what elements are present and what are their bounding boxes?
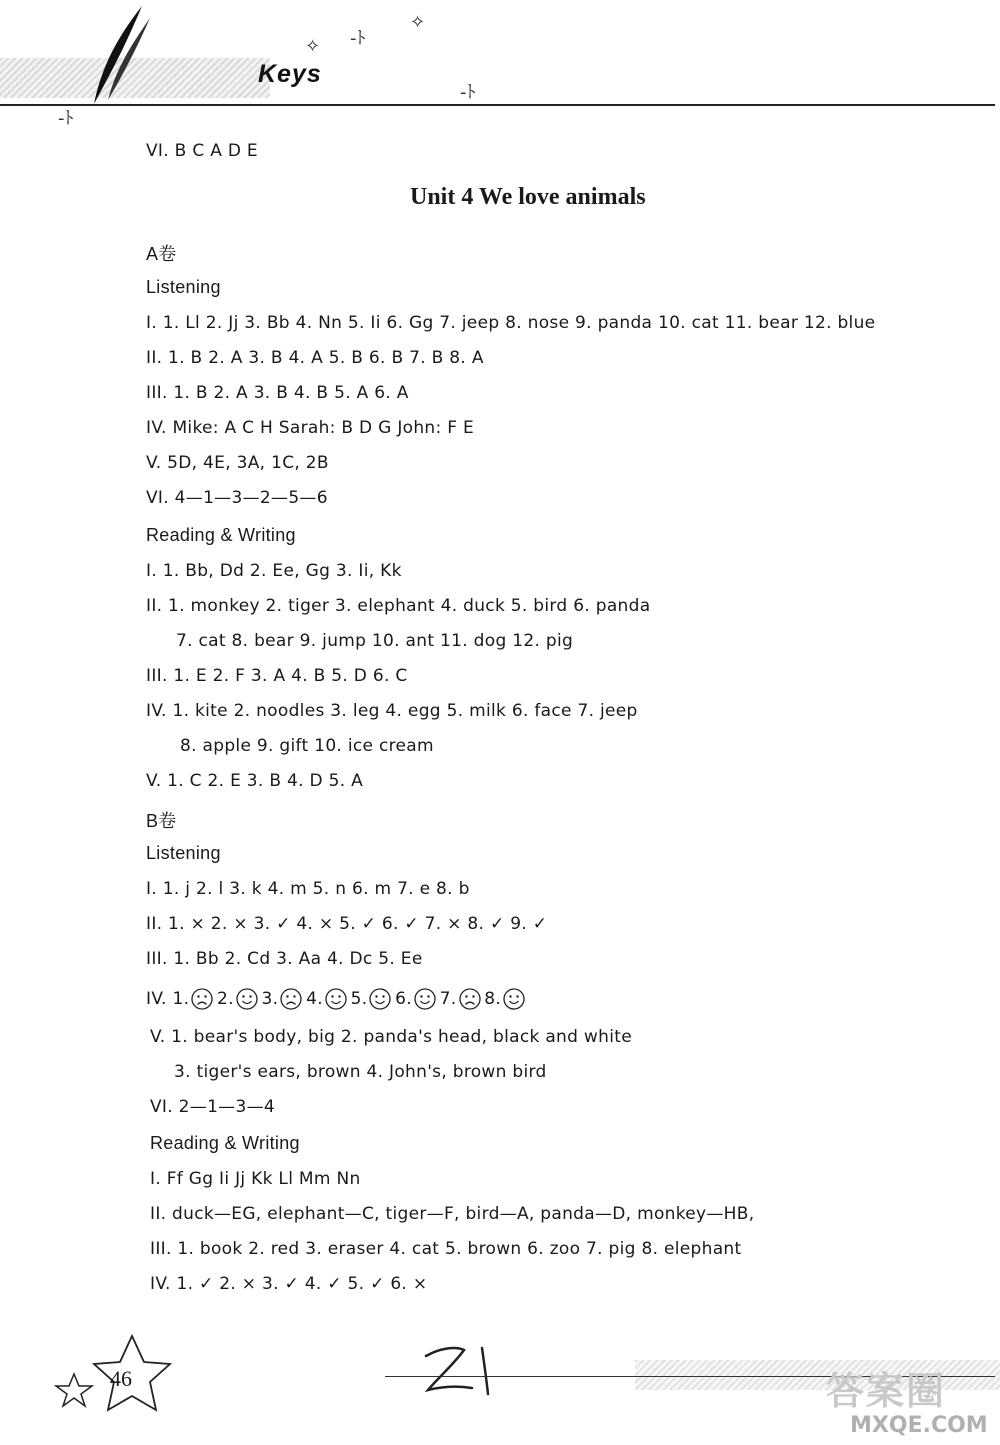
- watermark-url: MXQE.COM: [850, 1413, 988, 1438]
- section-heading: Reading & Writing: [146, 525, 296, 545]
- answer-line: VI. 4—1—3—2—5—6: [146, 488, 328, 508]
- answer-line: IV. 1. ✓ 2. × 3. ✓ 4. ✓ 5. ✓ 6. ×: [150, 1274, 428, 1294]
- sparkle-icon: -ﾄ: [350, 28, 366, 49]
- answer-line: 8. apple 9. gift 10. ice cream: [180, 736, 434, 756]
- happy-face-icon: [236, 988, 256, 1008]
- face-label: 5.: [344, 989, 368, 1009]
- faces-row: [172, 989, 523, 1009]
- sad-face-icon: [280, 988, 300, 1008]
- section-heading: Listening: [146, 843, 221, 863]
- faces-answer-line: [146, 988, 523, 1009]
- page-number: 46: [110, 1366, 132, 1391]
- answer-line: I. Ff Gg Ii Jj Kk Ll Mm Nn: [150, 1169, 361, 1189]
- watermark-logo: 答案圈: [826, 1369, 947, 1413]
- answer-line: IV. Mike: A C H Sarah: B D G John: F E: [146, 418, 475, 438]
- answer-line: II. 1. monkey 2. tiger 3. elephant 4. duck 5. bird 6. panda: [146, 596, 651, 616]
- answer-line: VI. B C A D E: [146, 141, 258, 161]
- answer-line: V. 1. C 2. E 3. B 4. D 5. A: [146, 771, 364, 791]
- section-heading: Listening: [146, 277, 221, 297]
- sparkle-icon: ✧: [305, 36, 321, 57]
- section-b-label: B卷: [146, 811, 177, 831]
- answer-line: 3. tiger's ears, brown 4. John's, brown bird: [174, 1062, 547, 1082]
- face-label: 3.: [255, 989, 279, 1009]
- happy-face-icon: [325, 988, 345, 1008]
- sparkle-icon: -ﾄ: [460, 82, 476, 103]
- happy-face-icon: [414, 988, 434, 1008]
- sad-face-icon: [191, 988, 211, 1008]
- answer-line: II. duck—EG, elephant—C, tiger—F, bird—A, panda—D, monkey—HB,: [150, 1204, 755, 1224]
- sparkle-icon: ✧: [410, 12, 426, 33]
- answer-line: I. 1. Ll 2. Jj 3. Bb 4. Nn 5. Ii 6. Gg 7. jeep 8. nose 9. panda 10. cat 11. bear 12. blue: [146, 313, 876, 333]
- answer-line: I. 1. j 2. l 3. k 4. m 5. n 6. m 7. e 8. b: [146, 879, 470, 899]
- answer-line: II. 1. × 2. × 3. ✓ 4. × 5. ✓ 6. ✓ 7. × 8. ✓ 9. ✓: [146, 914, 548, 934]
- sad-face-icon: [459, 988, 479, 1008]
- header-title: Keys: [258, 60, 322, 88]
- sparkle-icon: -ﾄ: [58, 108, 74, 129]
- unit-title: Unit 4 We love animals: [410, 184, 646, 210]
- face-label: 4.: [300, 989, 323, 1009]
- answer-line: IV. 1. kite 2. noodles 3. leg 4. egg 5. milk 6. face 7. jeep: [146, 701, 638, 721]
- answer-line: III. 1. B 2. A 3. B 4. B 5. A 6. A: [146, 383, 409, 403]
- face-label: 7.: [433, 989, 457, 1009]
- handwritten-signature: [420, 1338, 510, 1398]
- answer-line: III. 1. Bb 2. Cd 3. Aa 4. Dc 5. Ee: [146, 949, 423, 969]
- swoosh-logo-icon: [80, 4, 160, 114]
- answer-line: 7. cat 8. bear 9. jump 10. ant 11. dog 12. pig: [176, 631, 574, 651]
- happy-face-icon: [369, 988, 389, 1008]
- answer-line: I. 1. Bb, Dd 2. Ee, Gg 3. Ii, Kk: [146, 561, 402, 581]
- face-label: 6.: [389, 989, 412, 1009]
- section-heading: Reading & Writing: [150, 1133, 300, 1153]
- answer-line: VI. 2—1—3—4: [150, 1097, 276, 1117]
- answer-line: II. 1. B 2. A 3. B 4. A 5. B 6. B 7. B 8. A: [146, 348, 484, 368]
- header-rule: [0, 104, 995, 106]
- face-label: 8.: [478, 989, 502, 1009]
- answer-line: III. 1. E 2. F 3. A 4. B 5. D 6. C: [146, 666, 408, 686]
- section-a-label: A卷: [146, 244, 177, 264]
- faces-prefix: IV.: [146, 989, 167, 1009]
- face-label: 2.: [211, 989, 234, 1009]
- answer-line: V. 5D, 4E, 3A, 1C, 2B: [146, 453, 329, 473]
- answer-line: III. 1. book 2. red 3. eraser 4. cat 5. brown 6. zoo 7. pig 8. elephant: [150, 1239, 742, 1259]
- happy-face-icon: [503, 988, 523, 1008]
- answer-line: V. 1. bear's body, big 2. panda's head, black and white: [150, 1027, 632, 1047]
- face-label: 1.: [172, 989, 190, 1009]
